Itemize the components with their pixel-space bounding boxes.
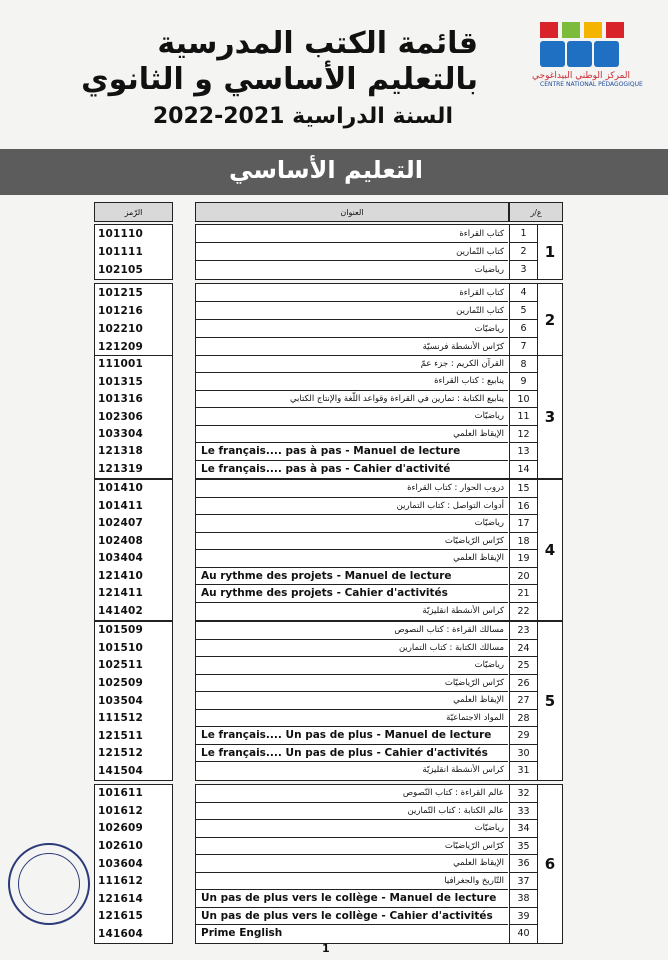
book-code: 102210 (98, 322, 144, 335)
page-subtitle: بالتعليم الأساسي و الثانوي (81, 62, 478, 97)
book-code: 103504 (98, 694, 144, 707)
table-row (196, 320, 537, 338)
table-row (196, 710, 537, 728)
book-title: رياضيّات (196, 320, 508, 338)
table-row (196, 657, 537, 675)
table-row (196, 550, 537, 568)
table-row (196, 890, 537, 908)
book-code: 121410 (98, 569, 144, 582)
grade-cell: 5 (537, 621, 563, 781)
section-title: التعليم الأساسي (229, 156, 423, 184)
table-row (196, 515, 537, 533)
table-row (196, 302, 537, 320)
book-number: 10 (509, 391, 537, 408)
book-number: 7 (509, 338, 537, 356)
book-title: Le français.... pas à pas - Manuel de lecture (196, 443, 508, 460)
book-code: 101509 (98, 624, 144, 637)
book-number: 20 (509, 568, 537, 586)
book-code: 121209 (98, 340, 144, 353)
table-row (196, 925, 537, 943)
header-code (94, 202, 173, 222)
book-code: 101215 (98, 286, 144, 299)
book-title: Prime English (201, 927, 283, 940)
book-code: 102105 (98, 263, 144, 276)
book-title: عالم الكتابة : كتاب التّمارين (196, 803, 508, 821)
book-number: 1 (509, 225, 537, 243)
table-row (196, 225, 537, 243)
book-number: 5 (509, 302, 537, 320)
book-number: 22 (509, 603, 537, 621)
table-row (196, 243, 537, 261)
header-number-label: ع/ر (530, 207, 542, 217)
book-code: 102306 (98, 410, 144, 423)
grade-cell: 2 (537, 283, 563, 357)
code-group-6 (94, 784, 173, 944)
book-code: 102511 (98, 659, 144, 672)
book-code: 101316 (98, 393, 144, 406)
header-code-label: الرّمز (124, 207, 143, 217)
book-code: 101410 (98, 482, 144, 495)
book-title: ينابيع الكتابة : تمارين في القراءة وقواعد اللّغة والإنتاج الكتابي (196, 391, 508, 408)
book-title: كرّاس الرّياضيّات (196, 533, 508, 551)
book-number: 35 (509, 838, 537, 856)
table-row (196, 585, 537, 603)
book-title: رياضيات (474, 265, 504, 275)
page-number: 1 (322, 942, 330, 955)
book-code: 101315 (98, 375, 144, 388)
logo-letter-c (540, 41, 565, 67)
book-title: دروب الحوار : كتاب القراءة (196, 480, 508, 498)
book-number: 26 (509, 675, 537, 693)
book-code: 121512 (98, 747, 144, 760)
logo-word (540, 41, 630, 67)
grade-cell: 3 (537, 355, 563, 479)
book-code: 141402 (98, 604, 144, 617)
logo-block-yellow (584, 22, 602, 38)
table-row (196, 533, 537, 551)
title-group-3 (195, 355, 538, 479)
header-title-label: العنوان (340, 207, 364, 217)
book-title: كرّاس الرّياضيّات (196, 675, 508, 693)
book-title: Le français.... Un pas de plus - Cahier d'activités (196, 745, 508, 763)
table-row (196, 785, 537, 803)
page-title: قائمة الكتب المدرسية (157, 26, 478, 61)
book-code: 103304 (98, 427, 144, 440)
logo-blocks (540, 22, 630, 38)
book-code: 121319 (98, 462, 144, 475)
book-number: 4 (509, 284, 537, 302)
book-title: الإيقاظ العلمي (196, 550, 508, 568)
table-row (196, 426, 537, 443)
book-number: 27 (509, 692, 537, 710)
code-group-5 (94, 621, 173, 781)
book-code: 121318 (98, 445, 144, 458)
book-number: 24 (509, 640, 537, 658)
book-title: كراس الأنشطة انقليزيّة (422, 765, 504, 776)
book-title: الإيقاظ العلمي (196, 426, 508, 443)
table-row (196, 338, 537, 356)
book-title: كتاب التّمارين (196, 302, 508, 320)
grade-cell: 6 (537, 784, 563, 944)
table-row (196, 622, 537, 640)
table-row (196, 838, 537, 856)
code-group-2 (94, 283, 173, 357)
logo-french-name: CENTRE NATIONAL PÉDAGOGIQUE (540, 81, 643, 88)
book-number: 3 (509, 261, 537, 279)
book-number: 37 (509, 873, 537, 891)
book-title: Un pas de plus vers le collège - Manuel de lecture (196, 890, 508, 908)
book-code: 101110 (98, 227, 144, 240)
book-code: 101111 (98, 245, 144, 258)
book-code: 103604 (98, 857, 144, 870)
book-number: 39 (509, 908, 537, 926)
table-row (196, 391, 537, 408)
book-number: 14 (509, 461, 537, 478)
book-number: 21 (509, 585, 537, 603)
table-row (196, 908, 537, 926)
book-title: رياضيّات (196, 657, 508, 675)
book-number: 30 (509, 745, 537, 763)
book-title: كتاب القراءة (196, 225, 508, 243)
book-code: 101611 (98, 787, 144, 800)
table-row (196, 873, 537, 891)
header-number (509, 202, 563, 222)
book-number: 12 (509, 426, 537, 443)
book-title: المواد الاجتماعيّة (196, 710, 508, 728)
book-number: 17 (509, 515, 537, 533)
seal-inner-ring (18, 853, 80, 915)
book-number: 15 (509, 480, 537, 498)
header-title (195, 202, 509, 222)
book-code: 141504 (98, 764, 144, 777)
table-row (196, 480, 537, 498)
book-code: 111001 (98, 358, 144, 371)
table-row (196, 692, 537, 710)
table-row (196, 356, 537, 373)
table-row (196, 675, 537, 693)
book-title: Au rythme des projets - Cahier d'activités (196, 585, 508, 603)
table-row (196, 640, 537, 658)
table-row (196, 855, 537, 873)
book-code: 102509 (98, 676, 144, 689)
book-title: كتاب التّمارين (196, 243, 508, 261)
logo-block-red-2 (606, 22, 624, 38)
book-title: التّاريخ والجغرافيا (196, 873, 508, 891)
book-number: 28 (509, 710, 537, 728)
book-number: 31 (509, 762, 537, 780)
title-group-4 (195, 479, 538, 621)
book-code: 111512 (98, 712, 144, 725)
code-group-3 (94, 355, 173, 479)
table-row (196, 461, 537, 478)
book-code: 101510 (98, 641, 144, 654)
book-number: 34 (509, 820, 537, 838)
book-title: مسالك الكتابة : كتاب التمارين (196, 640, 508, 658)
book-number: 32 (509, 785, 537, 803)
book-number: 9 (509, 373, 537, 390)
table-row (196, 443, 537, 460)
book-code: 111612 (98, 875, 144, 888)
book-number: 29 (509, 727, 537, 745)
book-title: رياضيّات (196, 515, 508, 533)
book-number: 13 (509, 443, 537, 460)
ministry-seal (8, 843, 90, 925)
book-title: أدوات التواصل : كتاب التمارين (196, 498, 508, 516)
book-title: كتاب القراءة (196, 284, 508, 302)
table-row (196, 803, 537, 821)
book-title: القرآن الكريم : جزء عمّ (196, 356, 508, 373)
book-code: 101411 (98, 499, 144, 512)
table-row (196, 408, 537, 425)
book-number: 36 (509, 855, 537, 873)
book-code: 101216 (98, 304, 144, 317)
book-title: رياضيّات (196, 408, 508, 425)
book-title: كرّاس الأنشطة فرنسيّة (422, 342, 504, 352)
table-row (196, 745, 537, 763)
title-group-5 (195, 621, 538, 781)
book-title: Le français.... Un pas de plus - Manuel de lecture (196, 727, 508, 745)
grade-cell: 4 (537, 479, 563, 621)
title-group-1 (195, 224, 538, 280)
book-title: ينابيع : كتاب القراءة (196, 373, 508, 390)
book-code: 103404 (98, 552, 144, 565)
title-group-2 (195, 283, 538, 357)
book-number: 8 (509, 356, 537, 373)
grade-cell: 1 (537, 224, 563, 280)
book-title: Le français.... pas à pas - Cahier d'activité (201, 462, 451, 475)
table-row (196, 762, 537, 780)
book-number: 2 (509, 243, 537, 261)
book-code: 102408 (98, 534, 144, 547)
book-code: 121615 (98, 910, 144, 923)
book-number: 19 (509, 550, 537, 568)
book-code: 102609 (98, 822, 144, 835)
code-group-1 (94, 224, 173, 280)
logo-arabic-name: المركز الوطني البيداغوجي (532, 71, 630, 81)
cnp-logo (532, 22, 643, 88)
book-code: 121511 (98, 729, 144, 742)
book-title: الإيقاظ العلمي (196, 855, 508, 873)
table-row (196, 568, 537, 586)
book-number: 6 (509, 320, 537, 338)
book-title: رياضيّات (196, 820, 508, 838)
book-title: كرّاس الرّياضيّات (196, 838, 508, 856)
book-title: الإيقاظ العلمي (196, 692, 508, 710)
book-number: 33 (509, 803, 537, 821)
logo-letter-n (567, 41, 592, 67)
book-title: مسالك القراءة : كتاب النصوص (196, 622, 508, 640)
book-code: 102610 (98, 839, 144, 852)
table-row (196, 284, 537, 302)
book-number: 23 (509, 622, 537, 640)
book-title: عالم القراءة : كتاب النّصوص (196, 785, 508, 803)
table-row (196, 498, 537, 516)
table-row (196, 261, 537, 279)
table-row (196, 373, 537, 390)
table-row (196, 727, 537, 745)
book-title: كراس الأنشطة انقليزيّة (422, 605, 504, 616)
book-number: 25 (509, 657, 537, 675)
book-title: Au rythme des projets - Manuel de lecture (196, 568, 508, 586)
book-title: Un pas de plus vers le collège - Cahier d'activités (196, 908, 508, 926)
book-number: 18 (509, 533, 537, 551)
table-row (196, 820, 537, 838)
logo-letter-p (594, 41, 619, 67)
table-row (196, 603, 537, 621)
logo-block-red (540, 22, 558, 38)
book-code: 121411 (98, 587, 144, 600)
book-number: 38 (509, 890, 537, 908)
code-group-4 (94, 479, 173, 621)
book-code: 102407 (98, 517, 144, 530)
book-number: 11 (509, 408, 537, 425)
book-number: 40 (509, 925, 537, 943)
book-code: 141604 (98, 927, 144, 940)
book-code: 121614 (98, 892, 144, 905)
book-code: 101612 (98, 804, 144, 817)
title-group-6 (195, 784, 538, 944)
book-number: 16 (509, 498, 537, 516)
school-year: السنة الدراسية 2021-2022 (152, 104, 453, 129)
logo-block-green (562, 22, 580, 38)
